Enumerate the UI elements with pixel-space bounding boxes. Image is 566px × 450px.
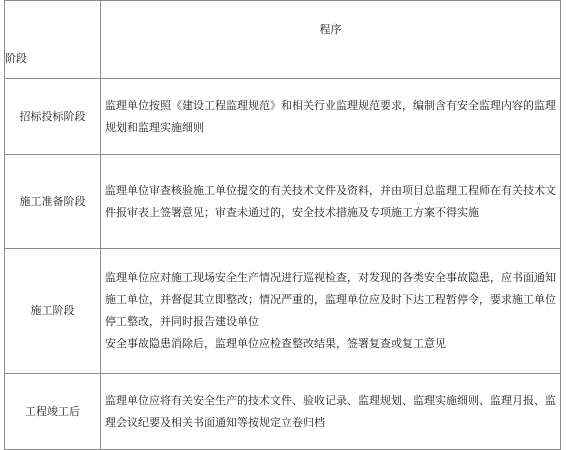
stage-cell: 招标投标阶段 <box>5 79 101 155</box>
header-procedure: 程序 <box>101 1 561 79</box>
stage-cell: 工程竣工后 <box>5 374 101 450</box>
procedure-text: 监理单位审查核验施工单位提交的有关技术文件及资料，并由项目总监理工程师在有关技术文件报审表上签署意见；审查未通过的，安全技术措施及专项施工方案不得实施 <box>105 183 556 219</box>
procedure-text: 监理单位按照《建设工程监理规范》和相关行业监理规范要求，编制含有安全监理内容的监理规划和监理实施细则 <box>105 98 556 134</box>
procedure-text: 监理单位应将有关安全生产的技术文件、验收记录、监理规划、监理实施细则、监理月报、监理会议纪要及相关书面通知等按规定立卷归档 <box>105 393 556 429</box>
stage-cell: 施工阶段 <box>5 249 101 374</box>
procedure-cell <box>101 79 561 155</box>
procedure-cell <box>101 249 561 374</box>
stage-cell: 施工准备阶段 <box>5 155 101 249</box>
table-row <box>5 374 561 450</box>
table-row <box>5 79 561 155</box>
table-row <box>5 249 561 374</box>
table-header-row <box>5 1 561 79</box>
supervision-procedure-table <box>4 0 561 450</box>
procedure-text: 监理单位应对施工现场安全生产情况进行巡视检查，对发现的各类安全事故隐患，应书面通知施工单位，并督促其立即整改；情况严重的，监理单位应及时下达工程暂停令，要求施工单位停工整改，并同时报告建设单位 <box>105 271 556 328</box>
header-stage: 阶段 <box>5 52 27 65</box>
table-row <box>5 155 561 249</box>
procedure-cell <box>101 374 561 450</box>
procedure-text: 安全事故隐患消除后，监理单位应检查整改结果，签署复查或复工意见 <box>105 337 446 350</box>
header-stage-cell <box>5 1 101 79</box>
procedure-cell <box>101 155 561 249</box>
